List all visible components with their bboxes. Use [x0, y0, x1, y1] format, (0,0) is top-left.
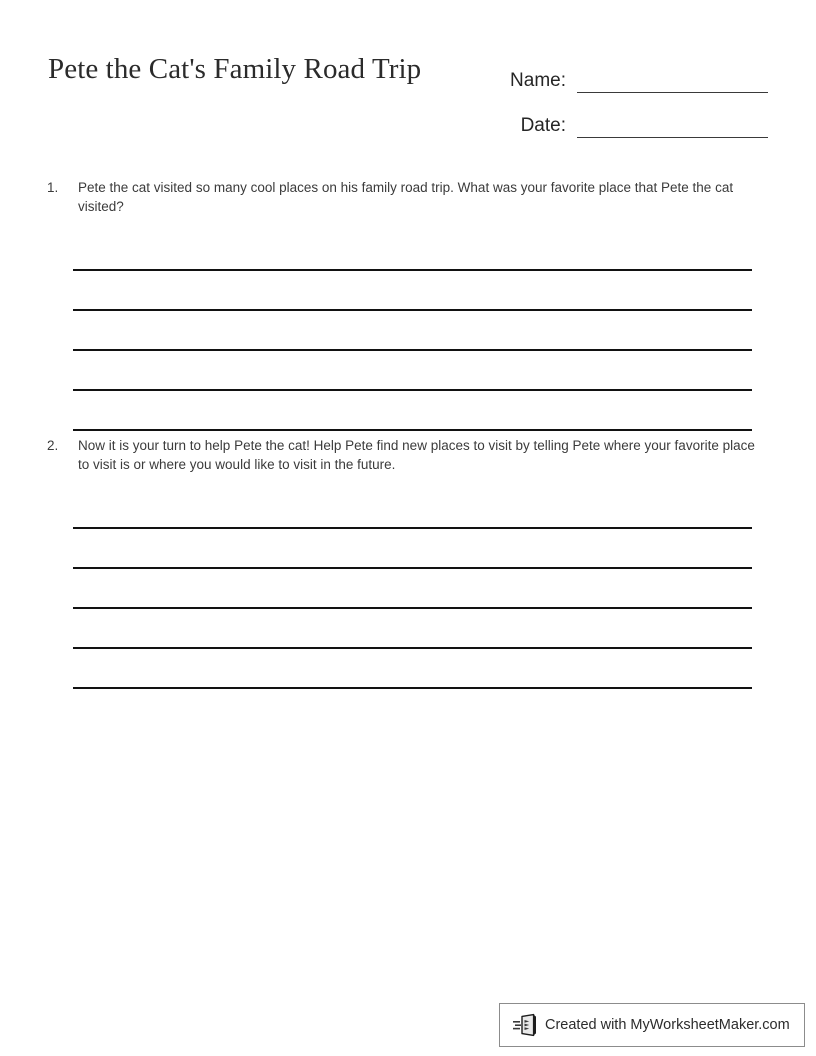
- answer-line[interactable]: [73, 569, 752, 609]
- question-text-1: Pete the cat visited so many cool places on his family road trip. What was your favorite place that Pete the cat visited?: [78, 180, 734, 214]
- question-text-2: Now it is your turn to help Pete the cat! Help Pete find new places to visit by telling Pete where your favorite place to visit is or where you would like to visit in the future.: [78, 438, 755, 472]
- answer-line[interactable]: [73, 529, 752, 569]
- answer-line[interactable]: [73, 233, 752, 271]
- answer-line[interactable]: [73, 311, 752, 351]
- name-row: [482, 51, 768, 96]
- question-number-1: 1.: [47, 180, 59, 195]
- answer-line[interactable]: [73, 271, 752, 311]
- answer-line[interactable]: [73, 609, 752, 649]
- name-label: Name:: [510, 70, 566, 91]
- created-with-label: Created with MyWorksheetMaker.com: [545, 1017, 790, 1033]
- date-input-line[interactable]: [577, 136, 768, 138]
- worksheet-header: [48, 48, 768, 144]
- created-with-badge[interactable]: [499, 1003, 805, 1047]
- answer-line[interactable]: [73, 391, 752, 431]
- date-label: Date:: [520, 115, 566, 136]
- question-number-2: 2.: [47, 438, 59, 453]
- question-block-1: [47, 178, 769, 431]
- answer-lines-1: [47, 233, 769, 431]
- answer-line[interactable]: [73, 351, 752, 391]
- name-input-line[interactable]: [577, 91, 768, 93]
- answer-lines-2: [47, 491, 769, 689]
- page-title: Pete the Cat's Family Road Trip: [48, 53, 422, 85]
- question-heading-1: [47, 178, 769, 216]
- date-row: [482, 96, 768, 141]
- worksheet-maker-logo-icon: [513, 1013, 539, 1037]
- answer-line[interactable]: [73, 649, 752, 689]
- answer-line[interactable]: [73, 491, 752, 529]
- name-date-block: [482, 51, 768, 141]
- question-block-2: [47, 436, 769, 689]
- question-heading-2: [47, 436, 769, 474]
